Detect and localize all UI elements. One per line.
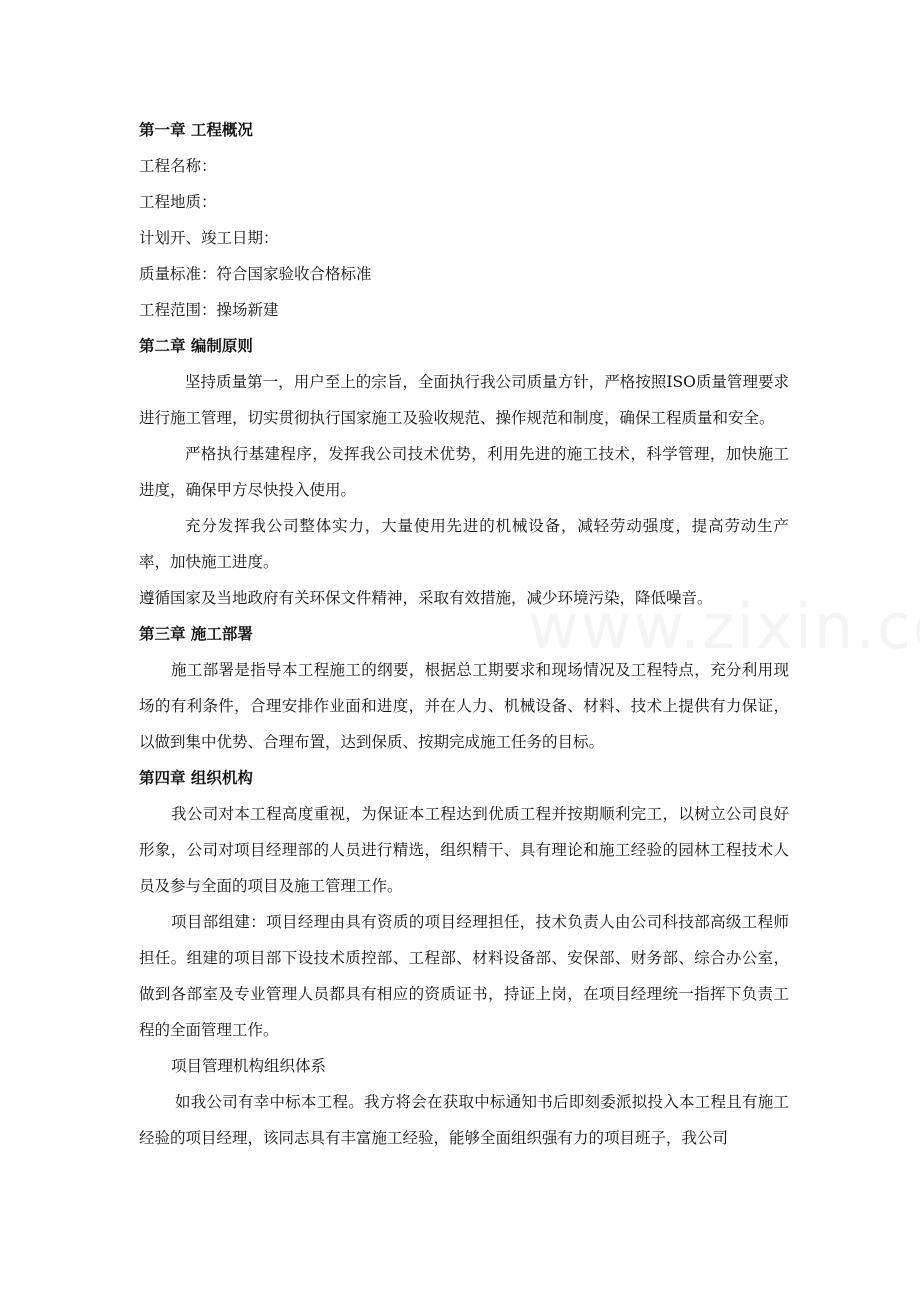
organization-system-label: 项目管理机构组织体系 [171,1057,327,1075]
organization-paragraph-3: 如我公司有幸中标本工程。我方将会在获取中标通知书后即刻委派拟投入本工程且有施工经验的项目经理，该同志具有丰富施工经验，能够全面组织强有力的项目班子，我公司 [139,1093,789,1147]
principle-paragraph-2: 严格执行基建程序，发挥我公司技术优势，利用先进的施工技术，科学管理，加快施工进度，确保甲方尽快投入使用。 [139,445,789,499]
chapter-1-heading: 第一章 工程概况 [139,121,253,139]
chapter-3-heading: 第三章 施工部署 [139,625,253,643]
organization-paragraph-1: 我公司对本工程高度重视，为保证本工程达到优质工程并按期顺利完工，以树立公司良好形象，公司对项目经理部的人员进行精选，组织精干、具有理论和施工经验的园林工程技术人员及参与全面的项目及施工管理工作。 [139,805,789,895]
project-name-line: 工程名称： [139,157,217,175]
organization-paragraph-2: 项目部组建：项目经理由具有资质的项目经理担任，技术负责人由公司科技部高级工程师担任。组建的项目部下设技术质控部、工程部、材料设备部、安保部、财务部、综合办公室，做到各部室及专业管理人员都具有相应的资质证书，持证上岗，在项目经理统一指挥下负责工程的全面管理工作。 [139,913,789,1039]
quality-standard-line: 质量标准：符合国家验收合格标准 [139,265,372,283]
document-body [139,112,789,1156]
chapter-2-heading: 第二章 编制原则 [139,337,253,355]
deployment-paragraph: 施工部署是指导本工程施工的纲要，根据总工期要求和现场情况及工程特点，充分利用现场的有利条件，合理安排作业面和进度，并在人力、机械设备、材料、技术上提供有力保证，以做到集中优势、合理布置，达到保质、按期完成施工任务的目标。 [139,661,789,751]
project-geology-line: 工程地质： [139,193,217,211]
principle-paragraph-3: 充分发挥我公司整体实力，大量使用先进的机械设备，减轻劳动强度，提高劳动生产率，加快施工进度。 [139,517,789,571]
project-scope-line: 工程范围：操场新建 [139,301,279,319]
project-dates-line: 计划开、竣工日期： [139,229,279,247]
chapter-4-heading: 第四章 组织机构 [139,769,253,787]
principle-paragraph-4: 遵循国家及当地政府有关环保文件精神，采取有效措施，减少环境污染，降低噪音。 [139,589,713,607]
principle-paragraph-1: 坚持质量第一，用户至上的宗旨，全面执行我公司质量方针，严格按照ISO质量管理要求进行施工管理，切实贯彻执行国家施工及验收规范、操作规范和制度，确保工程质量和安全。 [139,373,789,427]
